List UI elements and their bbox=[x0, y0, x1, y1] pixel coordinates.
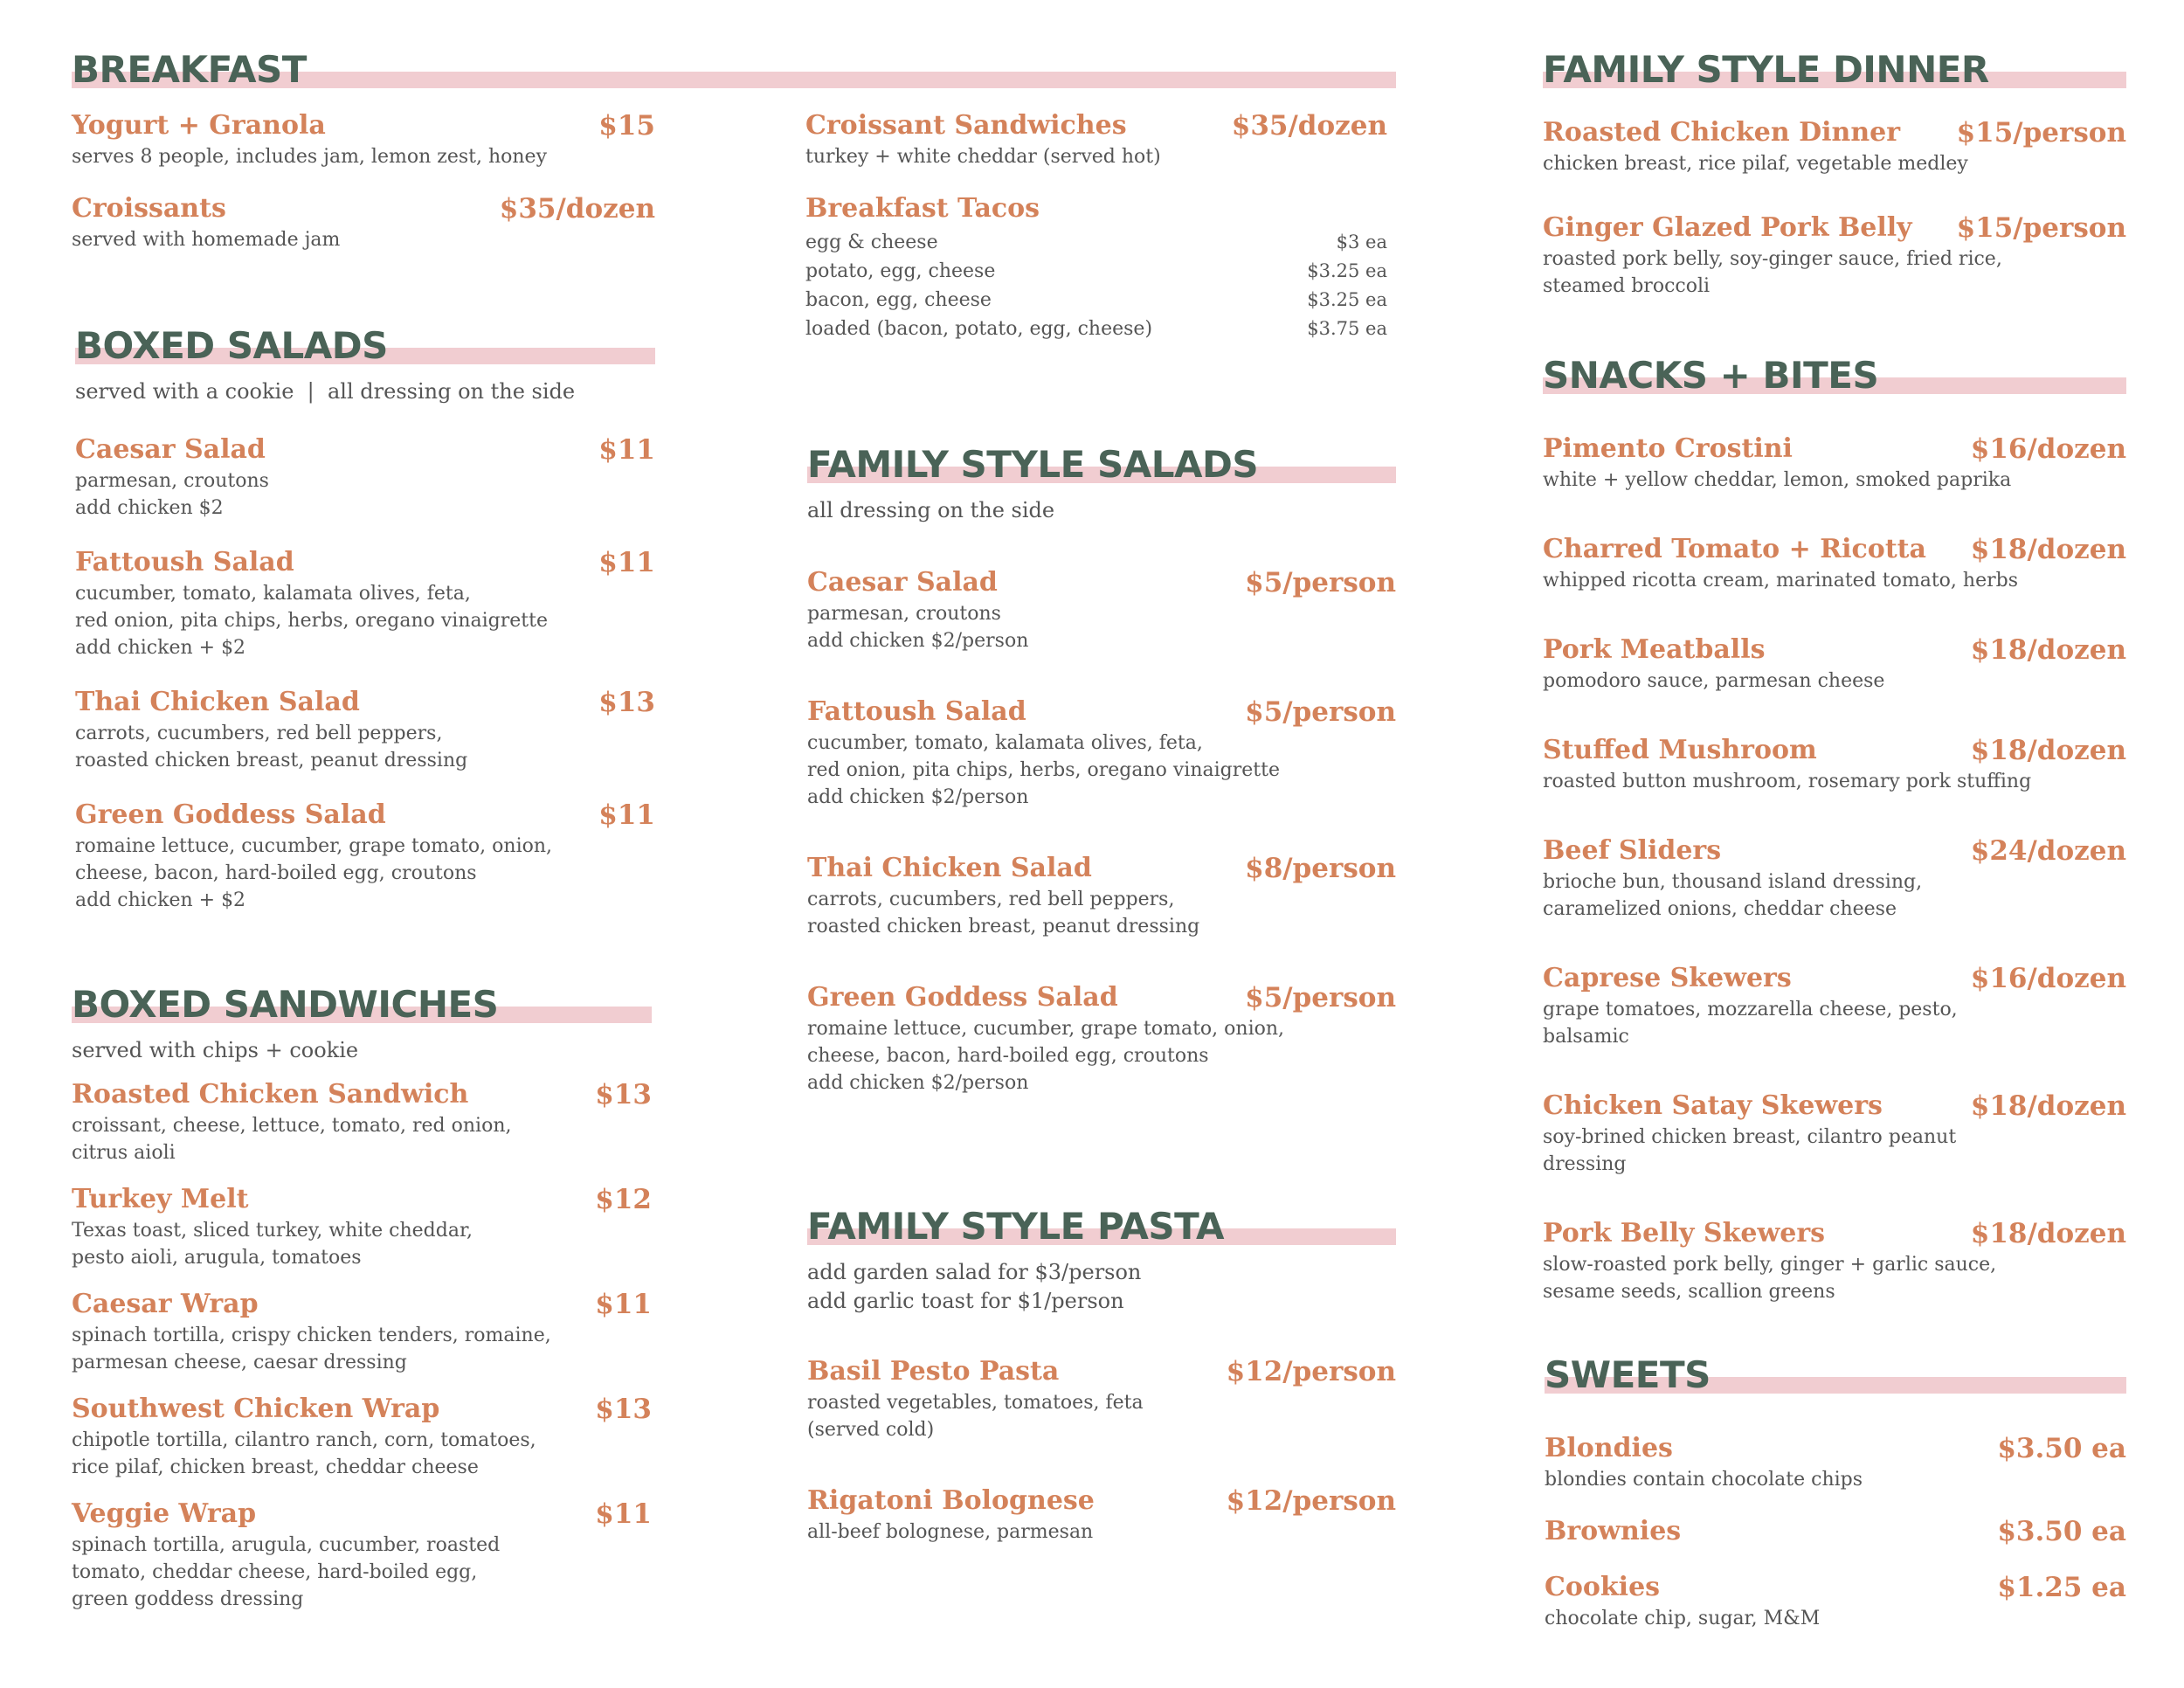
item-name: Caprese Skewers bbox=[1543, 963, 1792, 993]
item-name: Croissants bbox=[72, 193, 226, 224]
item-price: $11 bbox=[595, 1289, 652, 1320]
taco-price: $3 ea bbox=[1336, 232, 1387, 253]
item-name: Croissant Sandwiches bbox=[805, 110, 1127, 141]
item-desc: (served cold) bbox=[807, 1419, 935, 1441]
taco-label: potato, egg, cheese bbox=[805, 260, 996, 282]
menu-item bbox=[1543, 532, 2126, 594]
menu-item bbox=[1543, 633, 2126, 695]
breakfast-items-middle bbox=[805, 108, 1387, 343]
item-name: Cookies bbox=[1545, 1572, 1661, 1602]
item-name: Pimento Crostini bbox=[1543, 433, 1793, 464]
section-title: SNACKS + BITES bbox=[1543, 354, 1879, 397]
section-subtitle: all dressing on the side bbox=[807, 498, 1055, 522]
item-name: Fattoush Salad bbox=[75, 547, 294, 578]
item-name: Breakfast Tacos bbox=[805, 193, 1040, 224]
item-name: Brownies bbox=[1545, 1516, 1682, 1546]
item-desc: roasted pork belly, soy-ginger sauce, fried rice, bbox=[1543, 248, 2002, 270]
item-list bbox=[807, 565, 1396, 1097]
item-price: $13 bbox=[595, 1079, 652, 1110]
menu-item bbox=[1545, 1570, 2126, 1632]
item-price: $3.50 ea bbox=[1997, 1433, 2126, 1464]
item-name: Pork Belly Skewers bbox=[1543, 1218, 1826, 1249]
item-name: Stuffed Mushroom bbox=[1543, 735, 1817, 765]
section-title: FAMILY STYLE DINNER bbox=[1543, 48, 1989, 91]
section-title: BREAKFAST bbox=[72, 48, 307, 91]
item-desc: white + yellow cheddar, lemon, smoked paprika bbox=[1543, 469, 2012, 491]
section-heading bbox=[72, 980, 652, 1034]
taco-price: $3.75 ea bbox=[1307, 318, 1387, 339]
item-price: $3.50 ea bbox=[1997, 1516, 2126, 1547]
section-title: FAMILY STYLE PASTA bbox=[807, 1205, 1225, 1248]
breakfast-tacos bbox=[805, 191, 1387, 343]
item-price: $15 bbox=[598, 110, 655, 142]
item-desc: chicken breast, rice pilaf, vegetable medley bbox=[1543, 153, 1968, 175]
item-price: $15/person bbox=[1956, 117, 2126, 149]
item-desc: green goddess dressing bbox=[72, 1588, 304, 1610]
item-desc: add chicken $2 bbox=[75, 497, 224, 519]
item-price: $8/person bbox=[1245, 853, 1396, 884]
item-name: Pork Meatballs bbox=[1543, 634, 1766, 665]
section-boxed-sandwiches bbox=[72, 980, 652, 1613]
item-desc: blondies contain chocolate chips bbox=[1545, 1469, 1863, 1491]
taco-price: $3.25 ea bbox=[1307, 260, 1387, 281]
item-name: Green Goddess Salad bbox=[807, 982, 1118, 1013]
item-desc: carrots, cucumbers, red bell peppers, bbox=[807, 889, 1175, 910]
item-price: $1.25 ea bbox=[1997, 1572, 2126, 1603]
section-boxed-salads bbox=[75, 322, 655, 914]
item-name: Ginger Glazed Pork Belly bbox=[1543, 212, 1912, 243]
item-price: $13 bbox=[598, 687, 655, 718]
taco-row bbox=[805, 228, 1387, 257]
section-breakfast-header bbox=[72, 45, 1396, 100]
taco-price: $3.25 ea bbox=[1307, 289, 1387, 310]
item-desc: spinach tortilla, arugula, cucumber, roasted bbox=[72, 1534, 501, 1556]
item-desc: balsamic bbox=[1543, 1026, 1629, 1048]
item-desc: grape tomatoes, mozzarella cheese, pesto, bbox=[1543, 999, 1958, 1020]
section-subtitle: add garden salad for $3/person bbox=[807, 1260, 1142, 1284]
menu-item bbox=[75, 432, 655, 522]
item-desc: roasted chicken breast, peanut dressing bbox=[807, 916, 1200, 937]
menu-item bbox=[807, 851, 1396, 940]
item-list bbox=[1543, 115, 2126, 300]
section-subtitle: served with a cookie | all dressing on the side bbox=[75, 379, 576, 404]
item-price: $11 bbox=[598, 547, 655, 578]
item-desc: parmesan, croutons bbox=[807, 603, 1001, 625]
item-desc: add chicken $2/person bbox=[807, 1072, 1029, 1094]
item-name: Veggie Wrap bbox=[72, 1498, 257, 1529]
item-price: $18/dozen bbox=[1970, 1218, 2126, 1249]
item-desc: tomato, cheddar cheese, hard-boiled egg, bbox=[72, 1561, 478, 1583]
item-desc: roasted chicken breast, peanut dressing bbox=[75, 750, 468, 771]
item-desc: served with homemade jam bbox=[72, 229, 341, 251]
item-price: $12/person bbox=[1226, 1356, 1396, 1387]
item-desc: steamed broccoli bbox=[1543, 275, 1711, 297]
item-name: Chicken Satay Skewers bbox=[1543, 1090, 1883, 1121]
item-price: $12 bbox=[595, 1184, 652, 1215]
item-price: $16/dozen bbox=[1970, 433, 2126, 465]
menu-item bbox=[807, 565, 1396, 654]
item-desc: parmesan, croutons bbox=[75, 470, 269, 492]
menu-item bbox=[1543, 961, 2126, 1050]
taco-row bbox=[805, 257, 1387, 286]
section-family-salads bbox=[807, 440, 1396, 1097]
item-name: Southwest Chicken Wrap bbox=[72, 1394, 440, 1424]
menu-item bbox=[807, 1354, 1396, 1443]
section-title: BOXED SALADS bbox=[75, 324, 388, 367]
section-heading bbox=[1545, 1351, 2126, 1405]
section-subtitle: served with chips + cookie bbox=[72, 1038, 359, 1062]
section-heading bbox=[75, 322, 655, 376]
menu-item bbox=[805, 108, 1387, 170]
menu-item bbox=[72, 191, 655, 253]
item-desc: cucumber, tomato, kalamata olives, feta, bbox=[807, 732, 1203, 754]
item-desc: chocolate chip, sugar, M&M bbox=[1545, 1608, 1821, 1629]
item-desc: cheese, bacon, hard-boiled egg, croutons bbox=[75, 862, 477, 884]
item-desc: pomodoro sauce, parmesan cheese bbox=[1543, 670, 1885, 692]
item-desc: roasted vegetables, tomatoes, feta bbox=[807, 1392, 1144, 1414]
menu-item bbox=[72, 1077, 652, 1166]
menu-item bbox=[72, 1392, 652, 1481]
item-desc: croissant, cheese, lettuce, tomato, red onion, bbox=[72, 1115, 512, 1137]
item-price: $13 bbox=[595, 1394, 652, 1425]
menu-item bbox=[1545, 1514, 2126, 1549]
section-snacks bbox=[1543, 351, 2126, 1305]
menu-item bbox=[75, 798, 655, 914]
item-price: $24/dozen bbox=[1970, 835, 2126, 867]
item-desc: rice pilaf, chicken breast, cheddar cheese bbox=[72, 1456, 479, 1478]
item-desc: add chicken + $2 bbox=[75, 889, 246, 911]
item-desc: add chicken $2/person bbox=[807, 786, 1029, 808]
item-name: Caesar Salad bbox=[807, 567, 998, 598]
item-price: $18/dozen bbox=[1970, 534, 2126, 565]
section-heading bbox=[72, 45, 1396, 100]
item-price: $35/dozen bbox=[1231, 110, 1387, 142]
item-list bbox=[75, 432, 655, 914]
item-desc: dressing bbox=[1543, 1153, 1627, 1175]
item-name: Beef Sliders bbox=[1543, 835, 1722, 866]
item-desc: add chicken + $2 bbox=[75, 637, 246, 659]
item-desc: whipped ricotta cream, marinated tomato, herbs bbox=[1543, 570, 2018, 591]
item-desc: chipotle tortilla, cilantro ranch, corn, tomatoes, bbox=[72, 1429, 536, 1451]
menu-item bbox=[807, 980, 1396, 1097]
item-price: $5/person bbox=[1245, 982, 1396, 1013]
menu-item bbox=[75, 545, 655, 661]
menu-item bbox=[1543, 432, 2126, 494]
item-desc: citrus aioli bbox=[72, 1142, 176, 1164]
taco-options bbox=[805, 228, 1387, 343]
section-family-pasta bbox=[807, 1202, 1396, 1546]
item-price: $18/dozen bbox=[1970, 634, 2126, 666]
item-desc: serves 8 people, includes jam, lemon zest, honey bbox=[72, 146, 548, 168]
menu-item bbox=[807, 695, 1396, 811]
item-price: $35/dozen bbox=[499, 193, 655, 225]
item-name: Turkey Melt bbox=[72, 1184, 249, 1214]
menu-item bbox=[1545, 1431, 2126, 1493]
item-desc: add chicken $2/person bbox=[807, 630, 1029, 652]
item-name: Caesar Wrap bbox=[72, 1289, 259, 1319]
item-name: Basil Pesto Pasta bbox=[807, 1356, 1060, 1387]
item-name: Fattoush Salad bbox=[807, 696, 1026, 727]
section-subtitle: add garlic toast for $1/person bbox=[807, 1289, 1124, 1313]
item-price: $11 bbox=[598, 799, 655, 831]
item-name: Roasted Chicken Dinner bbox=[1543, 117, 1901, 148]
menu-item bbox=[1543, 733, 2126, 795]
item-desc: roasted button mushroom, rosemary pork stuffing bbox=[1543, 771, 2032, 792]
item-name: Thai Chicken Salad bbox=[75, 687, 360, 717]
breakfast-items-left bbox=[72, 108, 655, 253]
section-heading bbox=[1543, 45, 2126, 100]
item-desc: parmesan cheese, caesar dressing bbox=[72, 1352, 407, 1373]
item-name: Blondies bbox=[1545, 1433, 1673, 1463]
item-desc: pesto aioli, arugula, tomatoes bbox=[72, 1247, 362, 1269]
item-desc: turkey + white cheddar (served hot) bbox=[805, 146, 1161, 168]
item-desc: red onion, pita chips, herbs, oregano vinaigrette bbox=[75, 610, 548, 632]
menu-item bbox=[72, 1497, 652, 1613]
item-name: Charred Tomato + Ricotta bbox=[1543, 534, 1926, 564]
item-price: $15/person bbox=[1956, 212, 2126, 244]
section-title: SWEETS bbox=[1545, 1353, 1711, 1396]
item-name: Roasted Chicken Sandwich bbox=[72, 1079, 469, 1110]
item-desc: romaine lettuce, cucumber, grape tomato, onion, bbox=[75, 835, 553, 857]
item-desc: brioche bun, thousand island dressing, bbox=[1543, 871, 1923, 893]
item-list bbox=[72, 1077, 652, 1613]
item-name: Yogurt + Granola bbox=[72, 110, 326, 141]
menu-item bbox=[1543, 1089, 2126, 1178]
taco-label: egg & cheese bbox=[805, 232, 938, 253]
section-heading bbox=[807, 1202, 1396, 1256]
item-desc: romaine lettuce, cucumber, grape tomato, onion, bbox=[807, 1018, 1285, 1040]
section-title: BOXED SANDWICHES bbox=[72, 983, 499, 1026]
menu-item bbox=[75, 685, 655, 774]
section-heading bbox=[1543, 351, 2126, 405]
item-list bbox=[1545, 1431, 2126, 1632]
section-title: FAMILY STYLE SALADS bbox=[807, 443, 1259, 486]
menu-item bbox=[1543, 1216, 2126, 1305]
item-price: $12/person bbox=[1226, 1485, 1396, 1517]
menu-item bbox=[72, 108, 655, 170]
item-desc: sesame seeds, scallion greens bbox=[1543, 1281, 1835, 1303]
menu-item bbox=[807, 1484, 1396, 1546]
section-sweets bbox=[1545, 1351, 2126, 1632]
item-name: Thai Chicken Salad bbox=[807, 853, 1092, 883]
section-heading bbox=[807, 440, 1396, 495]
item-desc: cheese, bacon, hard-boiled egg, croutons bbox=[807, 1045, 1209, 1067]
taco-row bbox=[805, 315, 1387, 343]
item-desc: soy-brined chicken breast, cilantro peanut bbox=[1543, 1126, 1957, 1148]
item-desc: cucumber, tomato, kalamata olives, feta, bbox=[75, 583, 471, 605]
item-list bbox=[807, 1354, 1396, 1546]
item-price: $11 bbox=[598, 434, 655, 466]
item-name: Caesar Salad bbox=[75, 434, 266, 465]
item-desc: red onion, pita chips, herbs, oregano vinaigrette bbox=[807, 759, 1280, 781]
item-price: $16/dozen bbox=[1970, 963, 2126, 994]
menu-item bbox=[1543, 115, 2126, 177]
item-desc: Texas toast, sliced turkey, white cheddar, bbox=[72, 1220, 473, 1242]
item-price: $5/person bbox=[1245, 567, 1396, 598]
item-price: $5/person bbox=[1245, 696, 1396, 728]
item-desc: slow-roasted pork belly, ginger + garlic sauce, bbox=[1543, 1254, 1997, 1276]
menu-item bbox=[1543, 211, 2126, 300]
taco-row bbox=[805, 286, 1387, 315]
taco-label: loaded (bacon, potato, egg, cheese) bbox=[805, 318, 1153, 340]
menu-item bbox=[72, 1287, 652, 1376]
item-price: $18/dozen bbox=[1970, 735, 2126, 766]
section-family-dinner bbox=[1543, 45, 2126, 300]
taco-label: bacon, egg, cheese bbox=[805, 289, 992, 311]
menu-item bbox=[72, 1182, 652, 1271]
item-desc: all-beef bolognese, parmesan bbox=[807, 1521, 1094, 1543]
item-list bbox=[1543, 432, 2126, 1305]
item-desc: carrots, cucumbers, red bell peppers, bbox=[75, 723, 443, 744]
item-desc: caramelized onions, cheddar cheese bbox=[1543, 898, 1897, 920]
item-name: Rigatoni Bolognese bbox=[807, 1485, 1095, 1516]
item-price: $18/dozen bbox=[1970, 1090, 2126, 1122]
item-desc: spinach tortilla, crispy chicken tenders, romaine, bbox=[72, 1325, 551, 1346]
item-price: $11 bbox=[595, 1498, 652, 1530]
item-name: Green Goddess Salad bbox=[75, 799, 386, 830]
menu-item bbox=[1543, 834, 2126, 923]
